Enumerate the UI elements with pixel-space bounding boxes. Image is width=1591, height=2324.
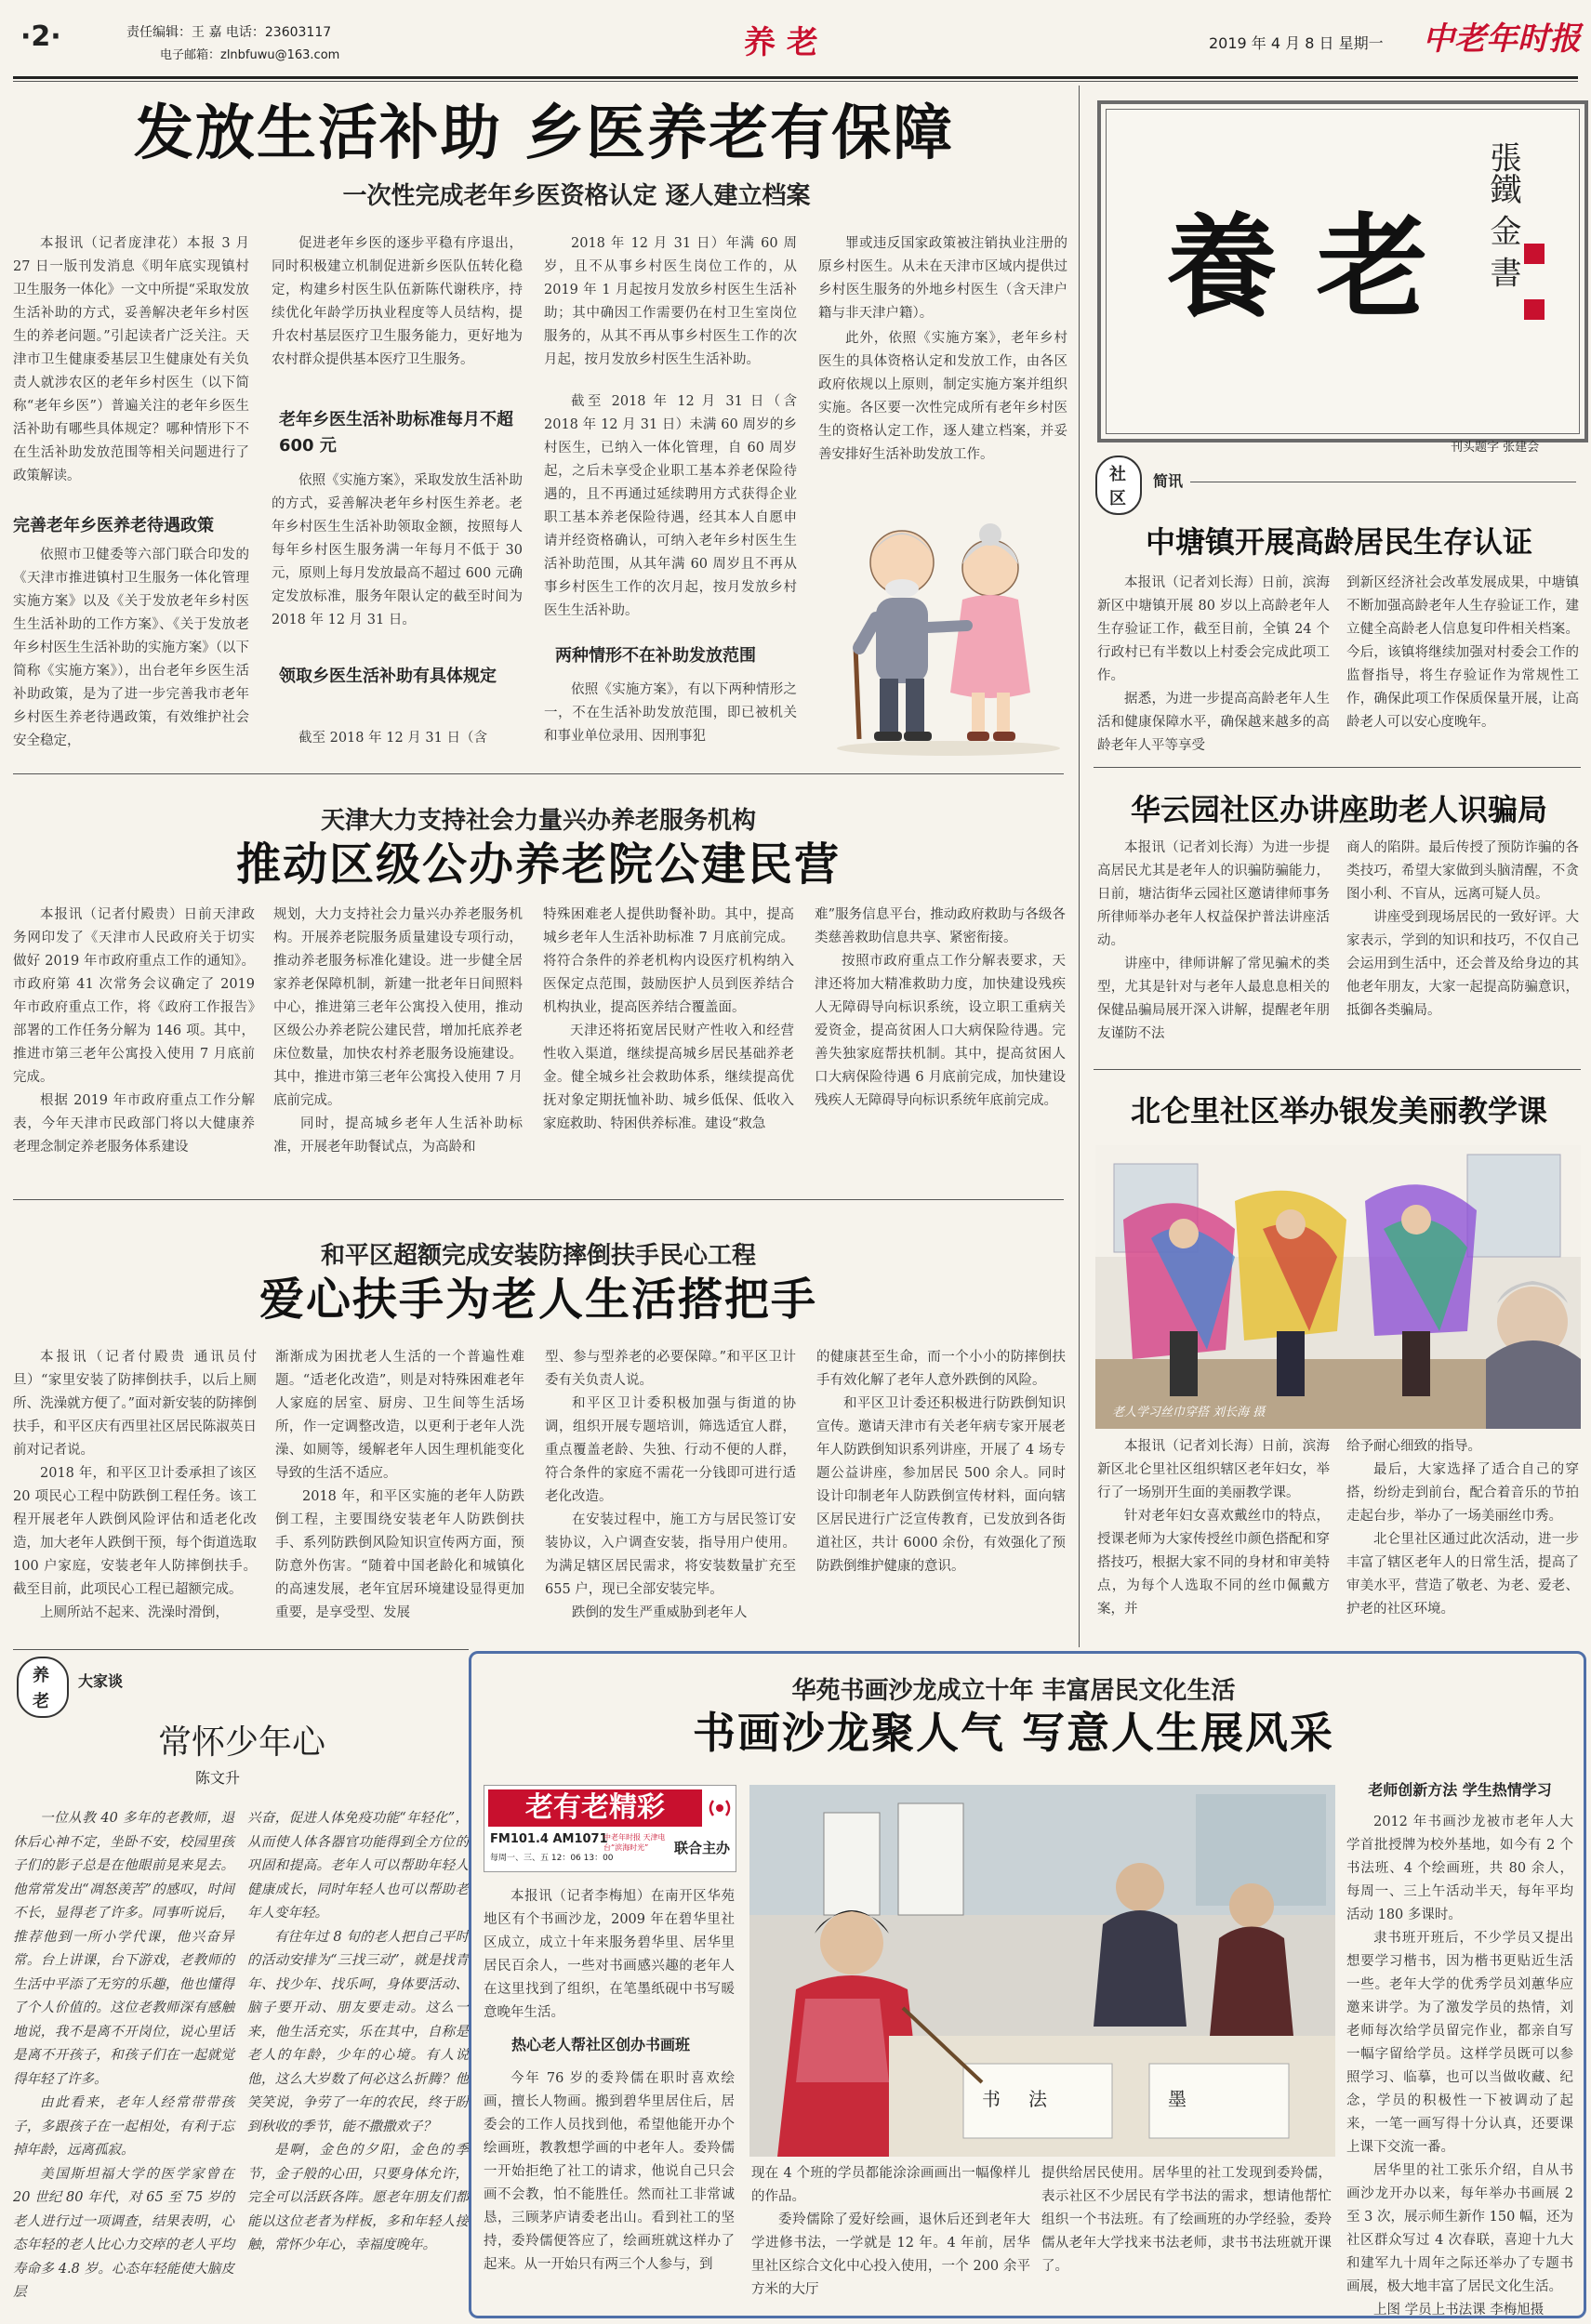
essay-tag-bottom: 老	[33, 1692, 49, 1711]
article2-title: 推动区级公办养老院公建民营	[235, 838, 841, 891]
article4-photo-caption: 上图 学员上书法课 李梅旭摄	[1373, 2303, 1545, 2317]
article1-subhead-1: 完善老年乡医养老待遇政策	[13, 516, 214, 535]
article3-text: 跌倒的发生严重威胁到老年人	[572, 1605, 748, 1620]
article2-text: 难”服务信息平台，推动政府救助与各级各类慈善救助信息共享、紧密衔接。	[815, 907, 1066, 945]
essay-col2	[247, 1807, 469, 2317]
brief-text: 北仑里社区通过此次活动，进一步丰富了辖区老年人的日常生活，提高了审美水平，营造了敬老、为老、爱老、护老的社区环境。	[1346, 1532, 1579, 1617]
brief-text: 商人的陷阱。最后传授了预防诈骗的各类技巧，希望大家做到头脑清醒，不贪图小利、不盲从，远离可疑人员。	[1346, 840, 1579, 902]
article1-text: 促进老年乡医的逐步平稳有序退出，同时积极建立机制促进新乡医队伍转化稳定，构建乡村医生队伍新陈代谢秩序，持续优化年龄学历执业程度等人员结构，提升农村基层医疗卫生服务能力，更好地为农村群众提供基本医疗卫生服务。	[272, 236, 523, 367]
article1-title: 发放生活补助 乡医养老有保障	[133, 99, 955, 168]
brief3-col2	[1346, 1435, 1579, 1644]
section-name: 养 老	[744, 24, 818, 61]
essay-col1	[13, 1807, 234, 2317]
scarf-class-photo	[1095, 1145, 1581, 1429]
article4-subhead-2: 老师创新方法 学生热情学习	[1368, 1781, 1552, 1799]
brief-tag-label: 简讯	[1153, 472, 1184, 490]
article1-text: 截至 2018 年 12 月 31 日（含	[298, 731, 487, 746]
article2-col3	[543, 904, 794, 1190]
article4-text: 本报讯（记者李梅旭）在南开区华苑地区有个书画沙龙，2009 年在碧华里社区成立，成立十年来服务碧华里、居华里居民百余人，一些对书画感兴趣的老年人在这里找到了组织，在笔墨纸砚中书写暖意晚年生活。	[484, 1889, 735, 2020]
editor-line: 责任编辑：王 嘉 电话：23603117	[126, 25, 332, 40]
brief1-rule	[1094, 767, 1581, 768]
article1-subhead-4: 两种情形不在补助发放范围	[555, 646, 756, 666]
article3-col2	[275, 1346, 524, 1634]
brief-text: 讲座中，律师讲解了常见骗术的类型，尤其是针对与老年人最息息相关的保健品骗局展开深入讲解，提醒老年朋友谨防不法	[1097, 957, 1330, 1041]
article3-kicker: 和平区超额完成安装防摔倒扶手民心工程	[320, 1242, 756, 1270]
article2-top-rule	[13, 773, 1064, 774]
article3-col1	[13, 1346, 257, 1634]
radio-promo-time: 每周一、三、五 12：06 13：00	[490, 1854, 614, 1863]
logo-credit: 刊头题字 张建会	[1451, 441, 1540, 455]
logo-seal-1	[1524, 244, 1545, 264]
essay-text: 兴奋，促进人体免疫功能“年轻化”，从而使人体各器官功能得到全方位的巩固和提高。老年人可以帮助年轻人健康成长，同时年轻人也可以帮助老年人变年轻。	[247, 1811, 469, 1921]
logo-calligraphy: 養 老	[1166, 202, 1428, 333]
article2-text: 按照市政府重点工作分解表要求，天津还将加大精准救助力度，加快建设残疾人无障碍导向标识系统，设立职工重病关爱资金，提高贫困人口大病保险待遇。完善失独家庭帮扶机制。其中，提高贫困人口大病保险待遇 6 月底前完成，加快建设残疾人无障碍导向标识系统年底前完成。	[815, 954, 1066, 1108]
brief3-photo-caption: 老人学习丝巾穿搭 刘长海 摄	[1112, 1406, 1266, 1419]
article2-text: 本报讯（记者付殿贵）日前天津政务网印发了《天津市人民政府关于切实做好 2019 年市政府重点工作的通知》。市政府第 41 次常务会议确定了 2019 年市政府重点工作，将《政府工作报告》部署的工作任务分解为 146 项。其中，推进市第三老年公寓投入使用 7 月底前完成。	[13, 907, 255, 1085]
article2-text: 特殊困难老人提供助餐补助。其中，提高城乡老年人生活补助标准 7 月底前完成。将符合条件的养老机构内设医疗机构纳入医保定点范围，鼓励医护人员到医养结合机构执业，提高医养结合覆盖面。	[543, 907, 794, 1015]
article3-text: 和平区卫计委还积极进行防跌倒知识宣传。邀请天津市有关老年病专家开展老年人防跌倒知识系列讲座，开展了 4 场专题公益讲座，参加居民 500 余人。同时设计印制老年人防跌倒宣传材料，面向辖区居民进行广泛宣传教育，已发放到各街道社区，共计 6000 余份，有效强化了预防跌倒维护健康的意识。	[816, 1396, 1066, 1574]
article3-text: 本报讯（记者付殿贵 通讯员付旦）“家里安装了防摔倒扶手，以后上厕所、洗澡就方便了。”面对新安装的防摔倒扶手，和平区庆有西里社区居民陈淑英日前对记者说。	[13, 1350, 257, 1458]
svg-text:墨: 墨	[1168, 2088, 1187, 2110]
brief-text: 本报讯（记者刘长海）为进一步提高居民尤其是老年人的识骗防骗能力，日前，塘沽街华云园社区邀请律师事务所律师举办老年人权益保护普法讲座活动。	[1097, 840, 1330, 948]
bottom-section-rule	[13, 1649, 469, 1650]
article4-text: 居华里的社工张乐介绍，自从书画沙龙开办以来，每年举办书画展 2 至 3 次，展示师生新作 150 幅，还为社区群众写过 4 次春联，喜迎十九大和建军九十周年之际还举办了专题书画展，极大地丰富了居民文化生活。	[1346, 2163, 1573, 2294]
essay-text: 一位从教 40 多年的老教师，退休后心神不定，坐卧不安，校园里孩子们的影子总是在他眼前晃来晃去。他常常发出“凋怒羡苦”的感叹，时间不长，显得老了许多。同事听说后，推荐他到一所小学代课，他兴奋异常。台上讲课，台下游戏，老教师的生活中平添了无穷的乐趣，他也懂得了个人价值的。这位老教师深有感触地说，我不是离不开岗位，说心里话是离不开孩子，和孩子们在一起就觉得年轻了许多。	[13, 1811, 234, 2087]
article3-text: 上厕所站不起来、洗澡时滑倒，	[40, 1605, 229, 1620]
article1-subhead-3: 领取乡医生活补助有具体规定	[279, 667, 497, 686]
article3-text: 的健康甚至生命，而一个小小的防摔倒扶手有效化解了老年人意外跌倒的风险。	[816, 1350, 1066, 1388]
paper-logo: 中老年时报	[1423, 20, 1581, 58]
brief-text: 针对老年妇女喜欢戴丝巾的特点，授课老师为大家传授丝巾颜色搭配和穿搭技巧，根据大家不同的身材和审美特点，为每个人选取不同的丝巾佩戴方案，并	[1097, 1509, 1330, 1617]
essay-text: 由此看来，老年人经常带带孩子，多跟孩子在一起相处，有利于忘掉年龄，远离孤寂。	[13, 2095, 234, 2158]
radio-broadcast-icon	[706, 1793, 734, 1823]
article1-right-rule	[1079, 86, 1080, 1647]
article1-col2c	[272, 727, 523, 753]
brief-text: 到新区经济社会改革发展成果，中塘镇不断加强高龄老年人生存验证工作，建立健全高龄老人信息复印件相关档案。今后，该镇将继续加强对村委会工作的监督指导，将生存验证作为常规性工作，确保此项工作保质保量开展，让高龄老人可以安心度晚年。	[1346, 575, 1579, 730]
brief3-title: 北仑里社区举办银发美丽教学课	[1130, 1093, 1547, 1129]
page-number: ·2·	[20, 20, 61, 53]
radio-promo-partner: 中老年时报 天津电台“滨海时光”	[603, 1833, 666, 1852]
article4-text: 2012 年书画沙龙被市老年人大学首批授牌为校外基地，如今有 2 个书法班、4 个绘画班，共 80 余人，每周一、三上午活动半天，每年平均活动 180 多课时。	[1346, 1815, 1573, 1922]
article3-col4	[816, 1346, 1066, 1634]
article4-col1	[484, 1885, 735, 2025]
masthead	[0, 0, 1591, 74]
article1-subtitle: 一次性完成老年乡医资格认定 逐人建立档案	[342, 182, 811, 210]
masthead-rule-thin	[13, 81, 1578, 82]
brief2-title: 华云园社区办讲座助老人识骗局	[1130, 792, 1547, 827]
article1-text: 2018 年 12 月 31 日）年满 60 周岁，且不从事乡村医生岗位工作的，从 2019 年 1 月起按月发放乡村医生生活补助；其中确因工作需要仍在村卫生室岗位服务的，从其不再从事乡村医生工作的次月起，按月发放乡村医生生活补助。	[544, 236, 797, 367]
brief2-col2	[1346, 837, 1579, 1060]
radio-promo-host: 联合主办	[674, 1840, 731, 1856]
article3-top-rule	[13, 1199, 1064, 1200]
article4-col1b	[484, 2067, 735, 2309]
essay-author: 陈文升	[195, 1769, 241, 1787]
essay-tag-label: 大家谈	[78, 1672, 124, 1690]
article1-subhead-2: 老年乡医生活补助标准每月不超 600 元	[279, 410, 513, 456]
radio-promo-banner	[484, 1785, 736, 1872]
article1-text: 依照《实施方案》，采取发放生活补助的方式，妥善解决老年乡村医生养老。老年乡村医生生活补助领取金额，按照每人每年乡村医生服务满一年每月不低于 30 元，原则上每月发放最高不超过 600 元确定发放标准，服务年限认定的截至时间为 2018 年 12 月 31 日。	[272, 473, 523, 627]
brief2-col1	[1097, 837, 1330, 1060]
article1-col3c	[544, 679, 797, 753]
article2-col1	[13, 904, 255, 1190]
article4-text: 委羚儒除了爱好绘画，退休后还到老年大学进修书法，一学就是 12 年。4 年前，居华里社区综合文化中心投入使用，一个 200 余平方米的大厅	[751, 2212, 1030, 2297]
radio-promo-title: 老有老精彩	[488, 1789, 702, 1827]
article3-text: 2018 年，和平区卫计委承担了该区 20 项民心工程中防跌倒工程任务。该工程开展老年人跌倒风险评估和适老化改造，加大老年人跌倒干预，每个街道选取 100 户家庭，安装老年人防摔倒扶手。截至目前，此项民心工程已超额完成。	[13, 1466, 257, 1597]
editor-email: 电子邮箱：zlnbfuwu@163.com	[160, 48, 340, 62]
elderly-couple-illustration	[818, 488, 1069, 758]
calligraphy-class-photo	[749, 1785, 1335, 2157]
article4-col4	[1346, 1811, 1573, 2317]
svg-text:法: 法	[1028, 2088, 1047, 2110]
brief-text: 给予耐心细致的指导。	[1346, 1439, 1481, 1454]
article4-text: 隶书班开班后，不少学员又提出想要学习楷书，因为楷书更贴近生活一些。老年大学的优秀学员刘蕙华应邀来讲学。为了激发学员的热情，刘老师每次给学员留完作业，都亲自写一幅字留给学员。这样学员既可以参照学习、临摹，也可以当做收藏、纪念，学员的积极性一下被调动了起来，一笔一画写得十分认真，还要课上课下交流一番。	[1346, 1931, 1573, 2155]
article1-col4	[818, 232, 1067, 325]
brief-text: 本报讯（记者刘长海）日前，滨海新区中塘镇开展 80 岁以上高龄老年人生存验证工作，截至目前，全镇 24 个行政村已有半数以上村委会完成此项工作。	[1097, 575, 1330, 683]
article2-kicker: 天津大力支持社会力量兴办养老服务机构	[320, 807, 756, 835]
brief-tag-badge	[1095, 456, 1142, 515]
article1-text: 此外，依照《实施方案》，老年乡村医生的具体资格认定和发放工作，由各区政府依规以上原则，制定实施方案并组织实施。各区要一次性完成所有老年乡村医生的资格认定工作，逐人建立档案，并妥善安排好生活补助发放工作。	[818, 331, 1067, 462]
article1-col3	[544, 232, 797, 390]
brief-text: 最后，大家选择了适合自己的穿搭，纷纷走到前台，配合着音乐的节拍走起台步，举办了一场美丽丝巾秀。	[1346, 1462, 1579, 1524]
article1-text: 依照市卫健委等六部门联合印发的《天津市推进镇村卫生服务一体化管理实施方案》以及《关于发放老年乡村医生生活补助的工作方案》、《关于发放老年乡村医生生活补助的实施方案》（以下简称《实施方案》），出台老年乡医生活补助政策，是为了进一步完善我市老年乡村医生养老待遇政策，有效维护社会安全稳定，	[13, 548, 249, 748]
essay-tag-top: 养	[33, 1666, 49, 1685]
essay-tag-badge	[17, 1657, 69, 1718]
brief-text: 本报讯（记者刘长海）日前，滨海新区北仑里社区组织辖区老年妇女，举行了一场别开生面的美丽教学课。	[1097, 1439, 1330, 1500]
svg-text:书: 书	[982, 2088, 1001, 2110]
article2-text: 规划，大力支持社会力量兴办养老服务机构。开展养老院服务质量建设专项行动，推动养老服务标准化建设。进一步健全居家养老保障机制，新建一批老年日间照料中心，推进第三老年公寓投入使用，推动区级公办养老院公建民营，增加托底养老床位数量，加快农村养老服务设施建设。其中，推进市第三老年公寓投入使用 7 月底前完成。	[273, 907, 523, 1108]
article4-title: 书画沙龙聚人气 写意人生展风采	[692, 1708, 1334, 1758]
article2-col4	[815, 904, 1066, 1190]
article1-col3b	[544, 390, 797, 637]
article1-col1b	[13, 544, 249, 753]
article3-text: 渐渐成为困扰老人生活的一个普遍性难题。“适老化改造”，则是对特殊困难老年人家庭的居室、厨房、卫生间等生活场所，作一定调整改造，以更利于老年人洗澡、如厕等，缓解老年人因生理机能变化导致的生活不适应。	[275, 1350, 524, 1481]
article1-text: 本报讯（记者庞津花）本报 3 月 27 日一版刊发消息《明年底实现镇村卫生服务一体化》一文中所提“采取发放生活补助的方式，妥善解决老年乡村医生的养老问题。”引起读者广泛关注。天津市卫生健康委基层卫生健康处有关负责人就涉农区的老年乡村医生（以下简称“老年乡医”）普遍关注的老年乡医生活补助有哪些具体规定？哪种情形下不在生活补助发放范围等相关问题进行了政策解读。	[13, 236, 249, 483]
article4-text: 今年 76 岁的委羚儒在职时喜欢绘画，擅长人物画。搬到碧华里居住后，居委会的工作人员找到他，希望他能开办个绘画班，教教想学画的中老年人。委羚儒一开始拒绝了社工的请求，他说自己只会画不会教，怕不能胜任。然而社工非常诚恳，三顾茅庐请委老出山。看到社工的坚持，委羚儒便答应了，绘画班就这样办了起来。从一开始只有两三个人参与，到	[484, 2071, 735, 2272]
article1-col2	[272, 232, 523, 400]
article1-text: 依照《实施方案》，有以下两种情形之一，不在生活补助发放范围，即已被机关和事业单位录用、因刑事犯	[544, 682, 797, 744]
column-logo-box	[1097, 100, 1588, 442]
article1-text: 截至 2018 年 12 月 31 日（含 2018 年 12 月 31 日）未满 60 周岁的乡村医生，已纳入一体化管理，自 60 周岁起，之后未享受企业职工基本养老保险待遇的，且不再通过延续聘用方式获得企业职工基本养老保险待遇，经其本人自愿申请并经资格确认，可纳入老年乡村医生生活补助范围，从其年满 60 周岁且不再从事乡村医生工作的次月起，按月发放乡村医生生活补助。	[544, 394, 797, 618]
essay-text: 美国斯坦福大学的医学家曾在 20 世纪 80 年代，对 65 至 75 岁的老人进行过一项调查，结果表明，心态年轻的老人比心力交瘁的老人平均寿命多 4.8 岁。心态年轻能使大脑皮层	[13, 2166, 234, 2300]
article3-title: 爱心扶手为老人生活搭把手	[259, 1274, 817, 1326]
brief2-rule	[1094, 1069, 1581, 1070]
masthead-rule	[13, 76, 1578, 79]
brief-text: 讲座受到现场居民的一致好评。大家表示，学到的知识和技巧，不仅自己会运用到生活中，还会普及给身边的其他老年朋友，大家一起提高防骗意识，抵御各类骗局。	[1346, 910, 1579, 1018]
article3-text: 和平区卫计委积极加强与街道的协调，组织开展专题培训，筛选适宜人群，重点覆盖老龄、失独、行动不便的人群，符合条件的家庭不需花一分钱即可进行适老化改造。	[545, 1396, 796, 1504]
brief3-col1	[1097, 1435, 1330, 1644]
radio-promo-freq: FM101.4 AM1071	[490, 1832, 608, 1846]
article1-col2b	[272, 469, 523, 655]
article4-col2	[751, 2162, 1030, 2309]
brief1-col2	[1346, 572, 1579, 753]
essay-text: 有往年过 8 旬的老人把自己平时的活动安排为“三找三动”，就是找青年、找少年、找乐呵，身体要活动、脑子要开动、朋友要走动。这么一来，他生活充实，乐在其中，自称是老人的年龄，少年的心境。有人说他，这么大岁数了何必这么折腾？他笑笑说，争劳了一年的农民，终于盼到秋收的季节，能不撒撒欢子？	[247, 1929, 469, 2134]
article3-text: 在安装过程中，施工方与居民签订安装协议，入户调查安装，指导用户使用。为满足辖区居民需求，将安装数量扩充至 655 户，现已全部安装完毕。	[545, 1512, 796, 1597]
brief-tag-bottom: 区	[1109, 489, 1126, 508]
article3-text: 型、参与型养老的必要保障。”和平区卫计委有关负责人说。	[545, 1350, 796, 1388]
article2-col2	[273, 904, 523, 1190]
brief-text: 据悉，为进一步提高高龄老年人生活和健康保障水平，确保越来越多的高龄老年人平等享受	[1097, 692, 1330, 753]
article1-col4b	[818, 327, 1067, 485]
article4-subhead-1: 热心老人帮社区创办书画班	[511, 2036, 691, 2053]
article2-text: 天津还将拓宽居民财产性收入和经营性收入渠道，继续提高城乡居民基础养老金。健全城乡社会救助体系，继续提高优抚对象定期抚恤补助、城乡低保、低收入家庭救助、特困供养标准。建设“救急	[543, 1023, 794, 1131]
article4-col3	[1041, 2162, 1332, 2309]
logo-seal-2	[1524, 299, 1545, 320]
article3-col3	[545, 1346, 796, 1634]
issue-date: 2019 年 4 月 8 日 星期一	[1209, 34, 1384, 52]
article3-text: 2018 年，和平区实施的老年人防跌倒工程，主要围绕安装老年人防跌倒扶手、系列防跌倒风险知识宣传两方面，预防意外伤害。“随着中国老龄化和城镇化的高速发展，老年宜居环境建设显得更加重要，是享受型、发展	[275, 1489, 524, 1620]
article4-text: 提供给居民使用。居华里的社工发现到委羚儒，表示社区不少居民有学书法的需求，想请他帮忙组织一个书法班。有了绘画班的办学经验，委羚儒从老年大学找来书法老师，隶书书法班就开课了。	[1041, 2166, 1332, 2274]
logo-signature: 張鐵 金 書	[1484, 141, 1521, 288]
article2-text: 同时，提高城乡老年人生活补助标准，开展老年助餐试点，为高龄和	[273, 1116, 523, 1155]
essay-title: 常怀少年心	[157, 1723, 325, 1762]
article1-text: 罪或违反国家政策被注销执业注册的原乡村医生。从未在天津市区域内提供过乡村医生服务的外地乡村医生（含天津户籍与非天津户籍）。	[818, 236, 1067, 321]
article2-text: 根据 2019 年市政府重点工作分解表，今年天津市民政部门将以大健康养老理念制定养老服务体系建设	[13, 1093, 255, 1155]
brief1-title: 中塘镇开展高龄居民生存认证	[1145, 524, 1532, 560]
brief1-col1	[1097, 572, 1330, 753]
essay-text: 是啊，金色的夕阳，金色的季节，金子般的心田，只要身体允许，完全可以活跃各阵。愿老年朋友们都能以这位老者为样板，多和年轻人接触，常怀少年心，幸福度晚年。	[247, 2143, 469, 2252]
article4-text: 现在 4 个班的学员都能涂涂画画出一幅像样儿的作品。	[751, 2166, 1030, 2204]
brief-tag-top: 社	[1109, 465, 1126, 484]
article4-kicker: 华苑书画沙龙成立十年 丰富居民文化生活	[791, 1677, 1236, 1705]
